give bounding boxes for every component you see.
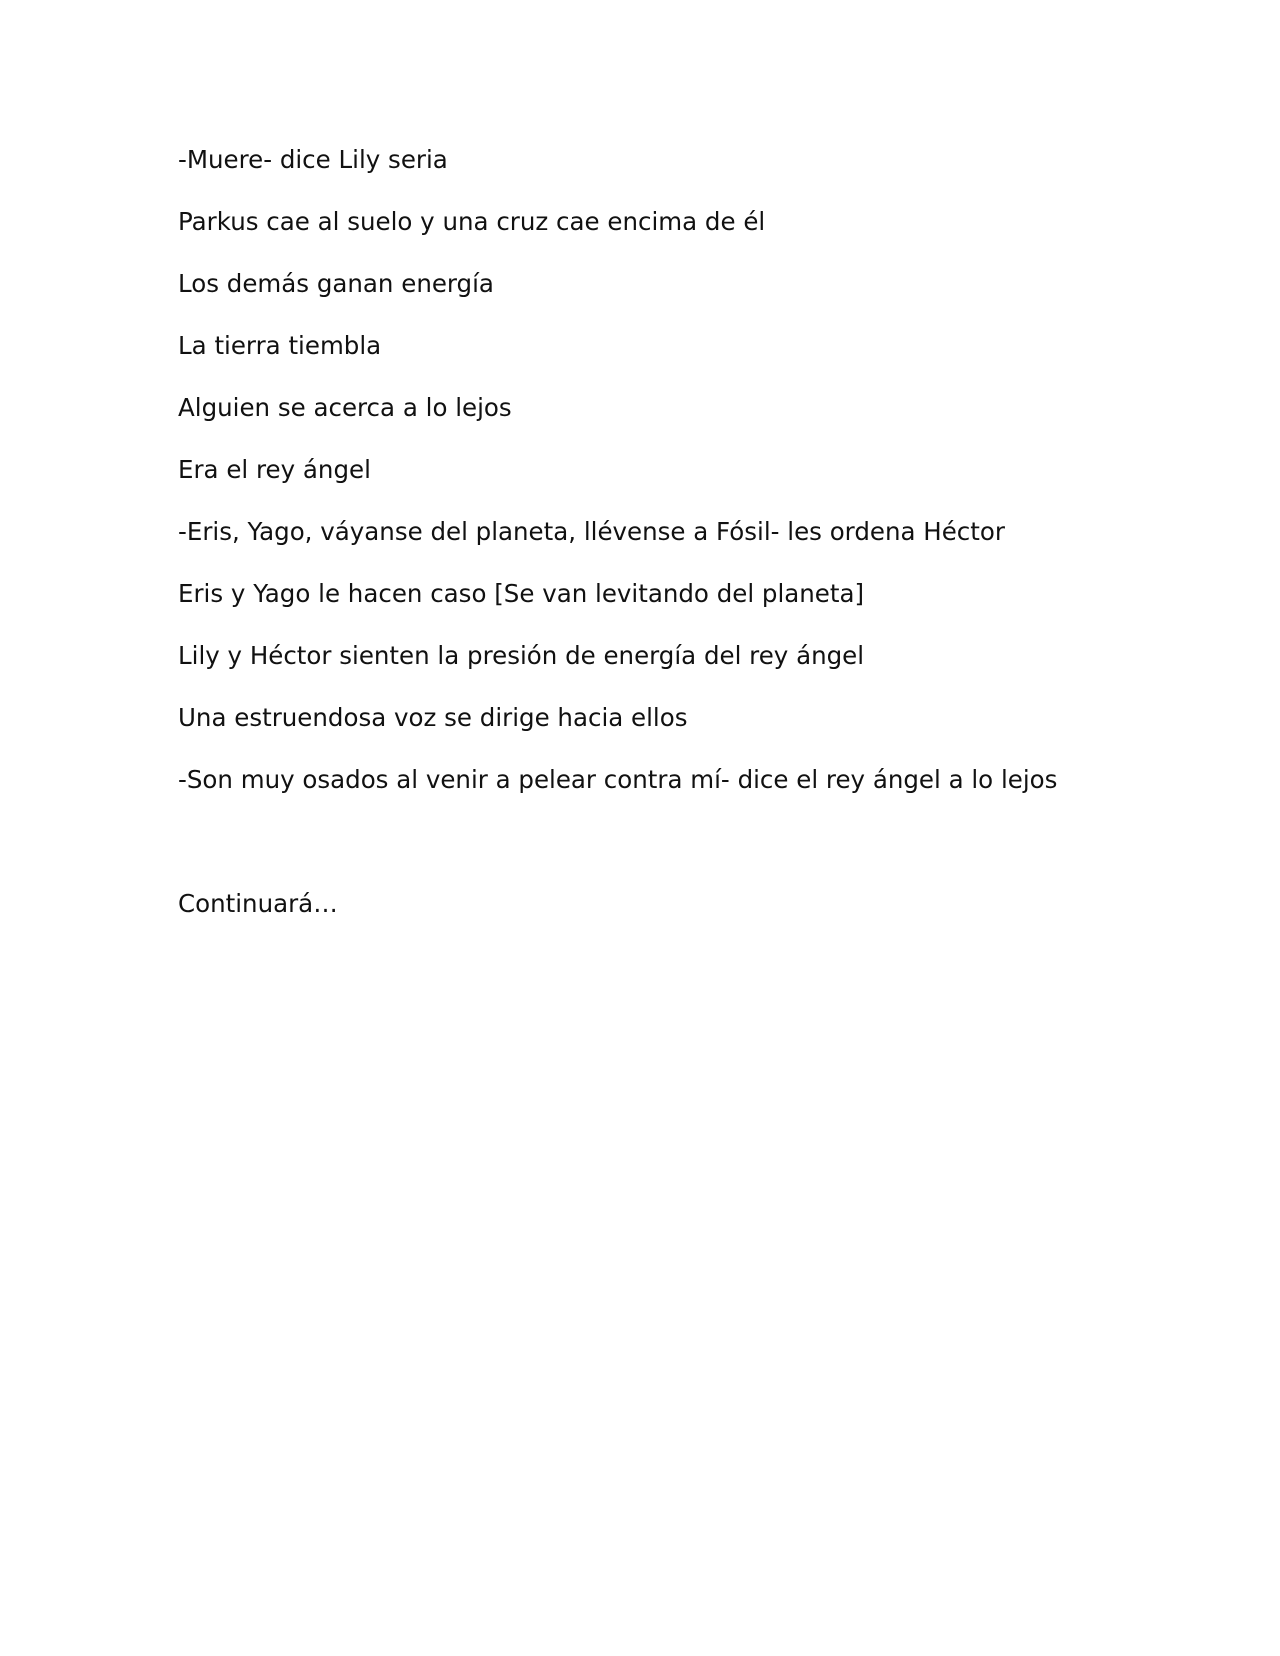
- paragraph: -Muere- dice Lily seria: [178, 145, 448, 174]
- paragraph: Eris y Yago le hacen caso [Se van levitando del planeta]: [178, 579, 865, 608]
- paragraph: La tierra tiembla: [178, 331, 382, 360]
- paragraph: Era el rey ángel: [178, 455, 371, 484]
- paragraph: Lily y Héctor sienten la presión de energía del rey ángel: [178, 641, 865, 670]
- closing-line: Continuará…: [178, 889, 338, 918]
- paragraph: -Eris, Yago, váyanse del planeta, llévense a Fósil- les ordena Héctor: [178, 517, 1005, 546]
- paragraph: -Son muy osados al venir a pelear contra mí- dice el rey ángel a lo lejos: [178, 765, 1058, 794]
- blank-line: [178, 825, 1178, 887]
- paragraph: Parkus cae al suelo y una cruz cae encima de él: [178, 207, 766, 236]
- paragraph: Los demás ganan energía: [178, 269, 494, 298]
- paragraph: Alguien se acerca a lo lejos: [178, 393, 512, 422]
- paragraph: Una estruendosa voz se dirige hacia ellos: [178, 703, 688, 732]
- document-body: [178, 143, 1178, 949]
